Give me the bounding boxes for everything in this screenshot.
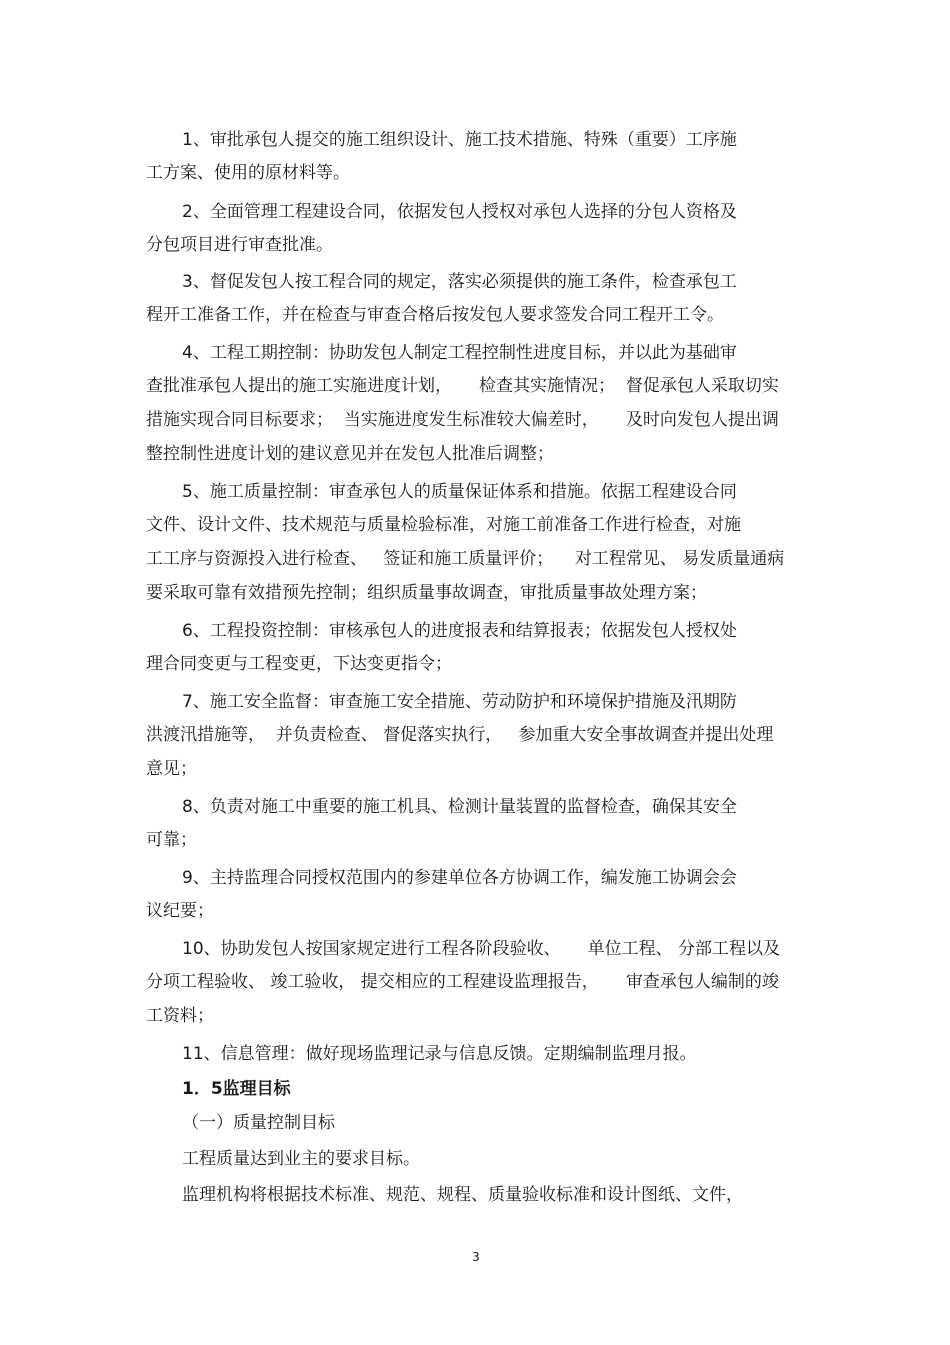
subheading: （一）质量控制目标	[182, 1113, 335, 1133]
item-4-line-1: 4、工程工期控制：协助发包人制定工程控制性进度目标，并以此为基础审	[182, 343, 737, 363]
item-3-line-2: 程开工准备工作，并在检查与审查合格后按发包人要求签发合同工程开工令。	[146, 305, 724, 325]
item-6-line-1: 6、工程投资控制：审核承包人的进度报表和结算报表；依据发包人授权处	[182, 621, 737, 641]
item-7-line-1: 7、施工安全监督：审查施工安全措施、劳动防护和环境保护措施及汛期防	[182, 692, 737, 712]
item-6-line-2: 理合同变更与工程变更，下达变更指令；	[146, 654, 452, 674]
page-number: 3	[472, 1250, 480, 1264]
item-1-line-1: 1、审批承包人提交的施工组织设计、施工技术措施、特殊（重要）工序施	[182, 130, 737, 150]
item-4-line-4: 整控制性进度计划的建议意见并在发包人批准后调整；	[146, 444, 554, 464]
item-5-line-4: 要采取可靠有效措预先控制；组织质量事故调查，审批质量事故处理方案；	[146, 583, 707, 603]
section-heading: 1．5监理目标	[182, 1079, 291, 1099]
item-11-line-1: 11、信息管理：做好现场监理记录与信息反馈。定期编制监理月报。	[182, 1044, 697, 1064]
item-4-line-3: 措施实现合同目标要求； 当实施进度发生标准较大偏差时， 及时向发包人提出调	[146, 410, 779, 430]
item-9-line-2: 议纪要；	[146, 901, 214, 921]
item-10-line-1: 10、协助发包人按国家规定进行工程各阶段验收、 单位工程、 分部工程以及	[182, 939, 781, 959]
item-2-line-2: 分包项目进行审查批准。	[146, 235, 333, 255]
item-5-line-1: 5、施工质量控制：审查承包人的质量保证体系和措施。依据工程建设合同	[182, 482, 737, 502]
item-9-line-1: 9、主持监理合同授权范围内的参建单位各方协调工作，编发施工协调会会	[182, 868, 737, 888]
item-5-line-2: 文件、设计文件、技术规范与质量检验标准，对施工前准备工作进行检查，对施	[146, 515, 741, 535]
item-1-line-2: 工方案、使用的原材料等。	[146, 163, 350, 183]
item-8-line-1: 8、负责对施工中重要的施工机具、检测计量装置的监督检查，确保其安全	[182, 797, 737, 817]
item-8-line-2: 可靠；	[146, 830, 197, 850]
paragraph-2: 监理机构将根据技术标准、规范、规程、质量验收标准和设计图纸、文件，	[182, 1185, 743, 1205]
item-10-line-3: 工资料；	[146, 1006, 214, 1026]
item-10-line-2: 分项工程验收、 竣工验收， 提交相应的工程建设监理报告， 审查承包人编制的竣	[146, 972, 779, 992]
item-7-line-3: 意见；	[146, 759, 197, 779]
item-4-line-2: 查批准承包人提出的施工实施进度计划， 检查其实施情况； 督促承包人采取切实	[146, 376, 779, 396]
paragraph-1: 工程质量达到业主的要求目标。	[182, 1149, 420, 1169]
item-2-line-1: 2、全面管理工程建设合同，依据发包人授权对承包人选择的分包人资格及	[182, 202, 737, 222]
item-3-line-1: 3、督促发包人按工程合同的规定，落实必须提供的施工条件，检查承包工	[182, 272, 737, 292]
item-5-line-3: 工工序与资源投入进行检查、 签证和施工质量评价； 对工程常见、 易发质量通病	[146, 549, 785, 569]
item-7-line-2: 洪渡汛措施等， 并负责检查、 督促落实执行， 参加重大安全事故调查并提出处理	[146, 725, 774, 745]
